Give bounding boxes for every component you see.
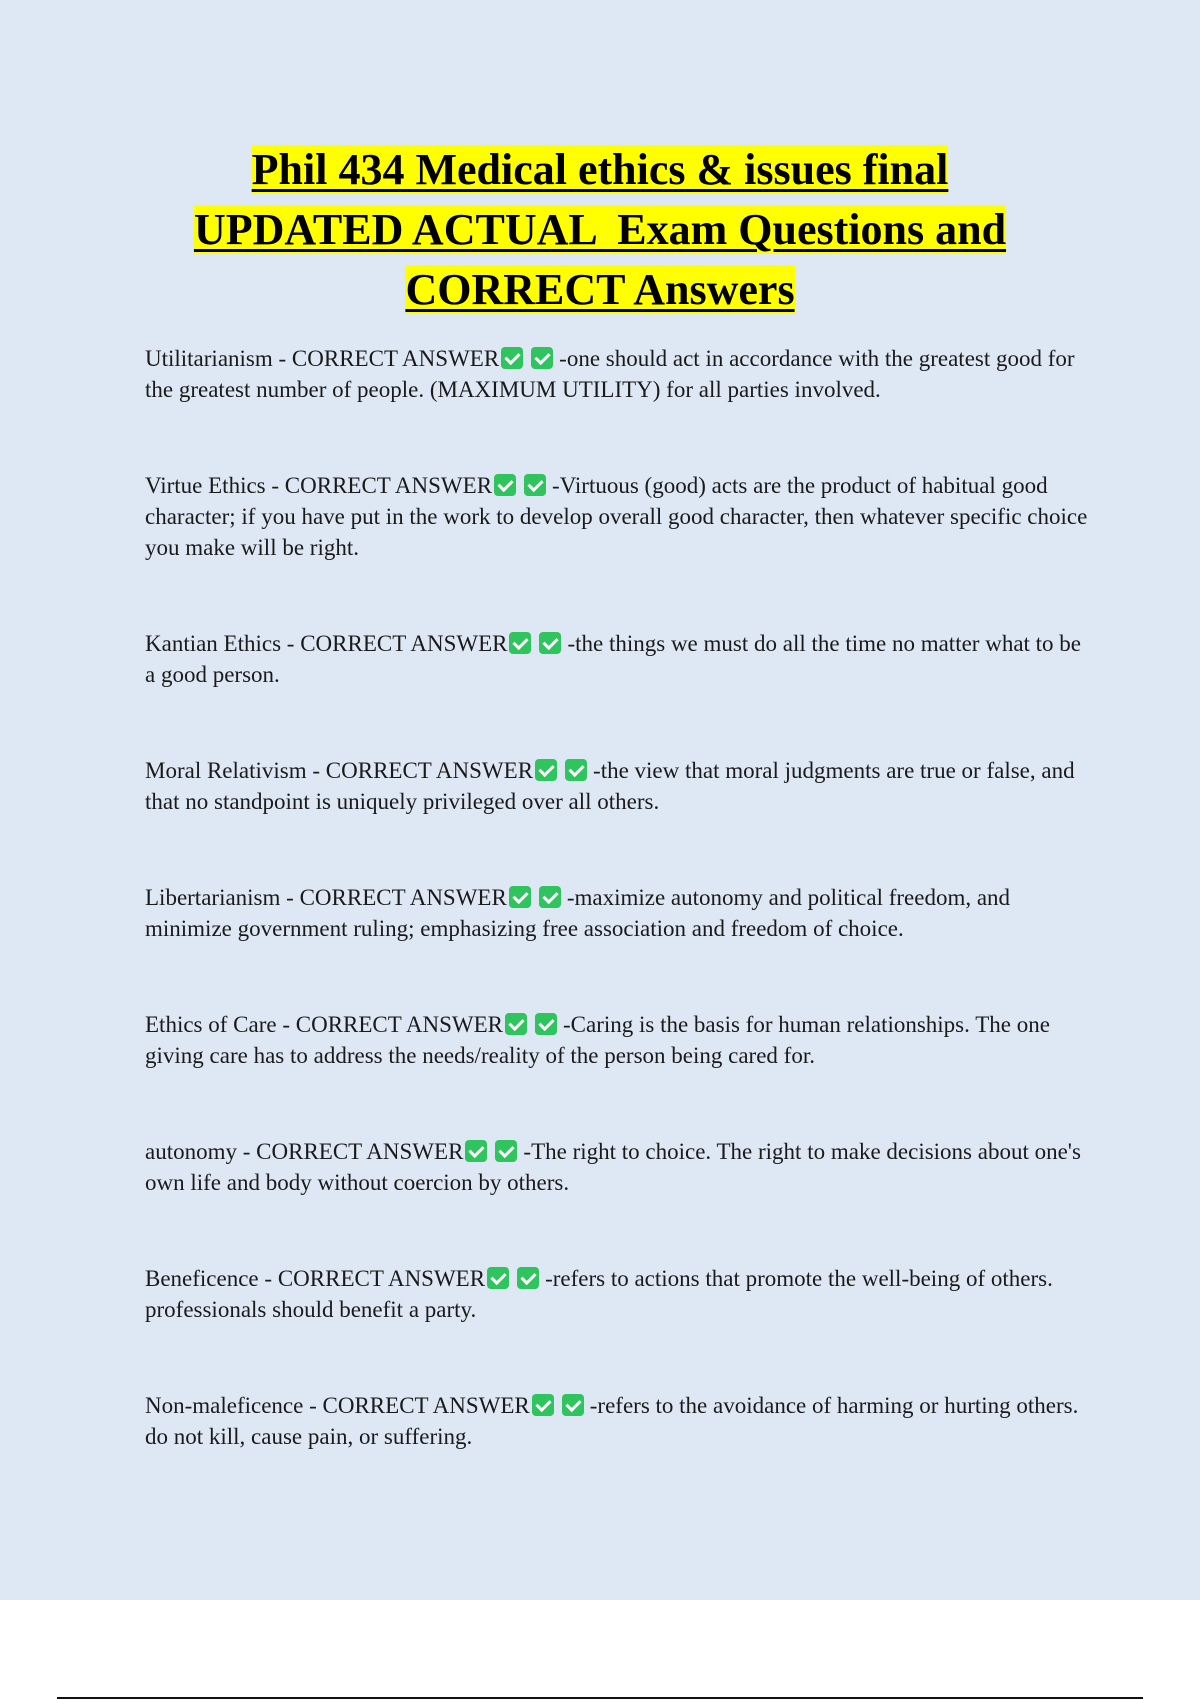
checkmark-icon bbox=[517, 1267, 539, 1289]
qa-definition: -Virtuous (good) acts are the product of habitual good character; if you have put in the work to develop overall good character, then whatever specific choice you make will be right. bbox=[145, 473, 1088, 560]
qa-item bbox=[145, 755, 1095, 817]
correct-answer-label: - CORRECT ANSWER bbox=[237, 1139, 464, 1164]
correct-answer-label: - CORRECT ANSWER bbox=[272, 346, 500, 371]
qa-term: Beneficence bbox=[145, 1266, 259, 1291]
qa-term: Utilitarianism bbox=[145, 346, 273, 371]
qa-item bbox=[145, 882, 1095, 944]
qa-item bbox=[145, 1136, 1095, 1198]
qa-item bbox=[145, 1009, 1095, 1071]
qa-definition: -one should act in accordance with the greatest good for the greatest number of people. (MAXIMUM UTILITY) for all parties involved. bbox=[145, 346, 1075, 402]
checkmark-icon bbox=[535, 759, 557, 781]
qa-term: Kantian Ethics bbox=[145, 631, 282, 656]
qa-item bbox=[145, 343, 1095, 405]
checkmark-icon bbox=[562, 1394, 584, 1416]
checkmark-icon bbox=[532, 1394, 554, 1416]
checkmark-icon bbox=[495, 1140, 517, 1162]
checkmark-icon bbox=[565, 759, 587, 781]
qa-definition: -refers to actions that promote the well-being of others. professionals should benefit a party. bbox=[145, 1266, 1053, 1322]
qa-definition: -the view that moral judgments are true or false, and that no standpoint is uniquely privileged over all others. bbox=[145, 758, 1075, 814]
checkmark-icon bbox=[524, 474, 546, 496]
checkmark-icon bbox=[535, 1013, 557, 1035]
correct-answer-label: - CORRECT ANSWER bbox=[280, 885, 507, 910]
title-line: CORRECT Answers bbox=[405, 265, 795, 314]
qa-item bbox=[145, 628, 1095, 690]
checkmark-icon bbox=[509, 886, 531, 908]
correct-answer-label: - CORRECT ANSWER bbox=[281, 631, 508, 656]
correct-answer-label: - CORRECT ANSWER bbox=[306, 758, 534, 783]
correct-answer-label: - CORRECT ANSWER bbox=[303, 1393, 530, 1418]
page-divider bbox=[57, 1697, 1143, 1699]
qa-definition: -refers to the avoidance of harming or hurting others. do not kill, cause pain, or suffering. bbox=[145, 1393, 1079, 1449]
qa-term: Moral Relativism bbox=[145, 758, 307, 783]
qa-term: Virtue Ethics bbox=[145, 473, 266, 498]
checkmark-icon bbox=[539, 886, 561, 908]
qa-term: autonomy bbox=[145, 1139, 237, 1164]
checkmark-icon bbox=[509, 632, 531, 654]
qa-definition: -the things we must do all the time no matter what to be a good person. bbox=[145, 631, 1082, 687]
qa-definition: -Caring is the basis for human relationships. The one giving care has to address the needs/reality of the person being cared for. bbox=[145, 1012, 1050, 1068]
title-line: UPDATED ACTUAL Exam Questions and bbox=[193, 205, 1007, 254]
qa-item bbox=[145, 1390, 1095, 1452]
qa-list bbox=[145, 343, 1095, 1517]
checkmark-icon bbox=[539, 632, 561, 654]
document-title bbox=[100, 140, 1100, 320]
qa-term: Ethics of Care bbox=[145, 1012, 277, 1037]
qa-definition: -maximize autonomy and political freedom, and minimize government ruling; emphasizing free association and freedom of choice. bbox=[145, 885, 1011, 941]
correct-answer-label: - CORRECT ANSWER bbox=[265, 473, 493, 498]
qa-definition: -The right to choice. The right to make decisions about one's own life and body without coercion by others. bbox=[145, 1139, 1081, 1195]
checkmark-icon bbox=[501, 347, 523, 369]
correct-answer-label: - CORRECT ANSWER bbox=[258, 1266, 486, 1291]
correct-answer-label: - CORRECT ANSWER bbox=[276, 1012, 503, 1037]
qa-item bbox=[145, 470, 1095, 563]
checkmark-icon bbox=[494, 474, 516, 496]
qa-term: Non-maleficence bbox=[145, 1393, 304, 1418]
title-line: Phil 434 Medical ethics & issues final bbox=[251, 145, 949, 194]
qa-item bbox=[145, 1263, 1095, 1325]
checkmark-icon bbox=[487, 1267, 509, 1289]
checkmark-icon bbox=[531, 347, 553, 369]
checkmark-icon bbox=[505, 1013, 527, 1035]
checkmark-icon bbox=[465, 1140, 487, 1162]
qa-term: Libertarianism bbox=[145, 885, 281, 910]
